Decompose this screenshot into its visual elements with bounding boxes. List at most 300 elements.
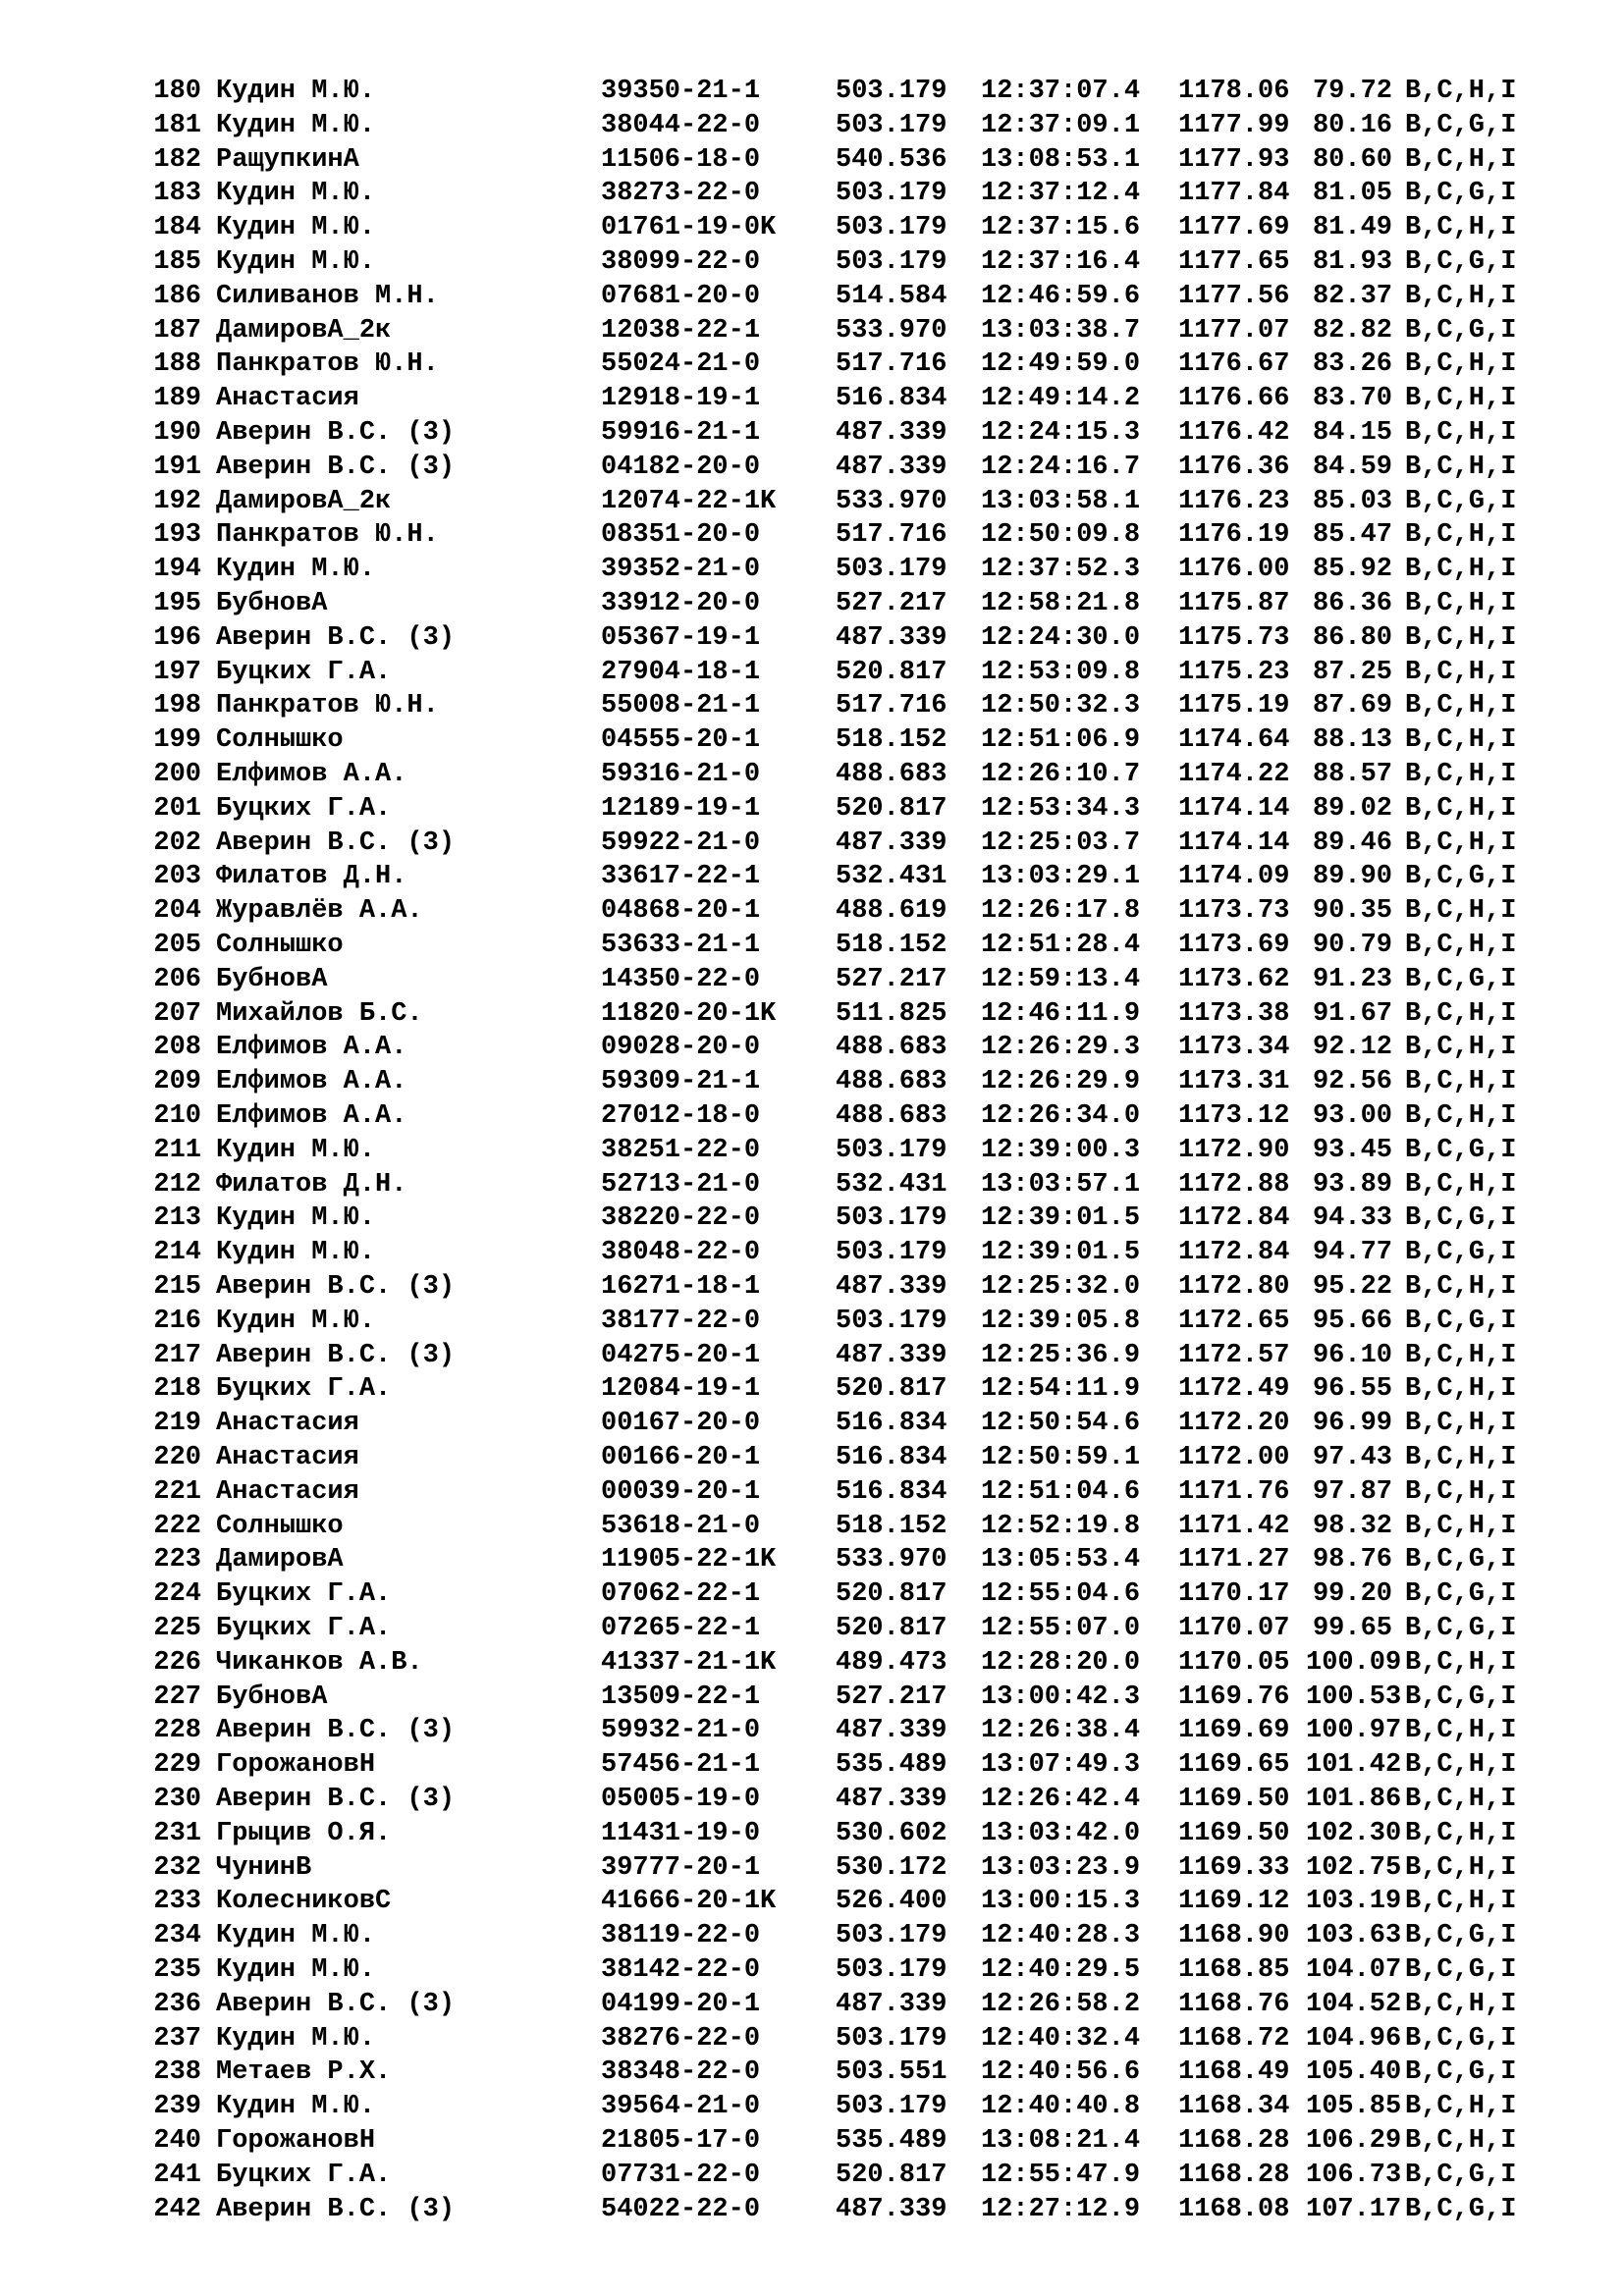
flags: B,C,H,I [1405, 144, 1517, 175]
speed: 1177.93 [1178, 144, 1290, 175]
ring-number: 59916-21-1 [601, 418, 761, 448]
place-number: 224 [153, 1579, 201, 1610]
place-number: 196 [153, 622, 201, 653]
distance: 518.152 [836, 931, 947, 960]
points: 102.75 [1306, 1852, 1402, 1883]
fancier-name: Солнышко [216, 931, 344, 960]
speed: 1169.65 [1178, 1750, 1290, 1781]
place-number: 226 [153, 1647, 201, 1678]
points: 105.85 [1306, 2092, 1402, 2122]
flags: B,C,H,I [1405, 657, 1517, 687]
ring-number: 59316-21-0 [601, 760, 761, 789]
fancier-name: Аверин В.С. (3) [216, 1716, 456, 1746]
points: 101.42 [1306, 1750, 1402, 1781]
arrival-time: 12:26:10.7 [981, 760, 1141, 789]
flags: B,C,H,I [1405, 1647, 1517, 1678]
flags: B,C,H,I [1405, 213, 1517, 243]
speed: 1169.69 [1178, 1716, 1290, 1746]
place-number: 215 [153, 1272, 201, 1302]
points: 85.47 [1312, 520, 1392, 551]
fancier-name: Кудин М.Ю. [216, 77, 376, 106]
ring-number: 04275-20-1 [601, 1340, 761, 1370]
fancier-name: Аверин В.С. (3) [216, 1272, 456, 1302]
ring-number: 39564-21-0 [601, 2092, 761, 2122]
flags: B,C,H,I [1405, 1169, 1517, 1200]
flags: B,C,G,I [1405, 1306, 1517, 1336]
flags: B,C,G,I [1405, 1682, 1517, 1712]
place-number: 225 [153, 1614, 201, 1643]
flags: B,C,G,I [1405, 110, 1517, 140]
arrival-time: 12:55:04.6 [981, 1579, 1141, 1610]
distance: 488.683 [836, 1067, 947, 1097]
place-number: 209 [153, 1067, 201, 1097]
flags: B,C,H,I [1405, 77, 1517, 106]
points: 88.57 [1312, 760, 1392, 789]
place-number: 238 [153, 2057, 201, 2088]
place-number: 206 [153, 964, 201, 994]
fancier-name: Кудин М.Ю. [216, 2092, 376, 2122]
place-number: 222 [153, 1511, 201, 1541]
ring-number: 54022-22-0 [601, 2194, 761, 2224]
flags: B,C,H,I [1405, 622, 1517, 653]
points: 93.89 [1312, 1169, 1392, 1200]
ring-number: 12189-19-1 [601, 793, 761, 824]
speed: 1177.99 [1178, 110, 1290, 140]
distance: 488.619 [836, 896, 947, 927]
ring-number: 38348-22-0 [601, 2057, 761, 2088]
distance: 503.179 [836, 213, 947, 243]
speed: 1168.28 [1178, 2160, 1290, 2190]
distance: 533.970 [836, 486, 947, 516]
flags: B,C,G,I [1405, 486, 1517, 516]
arrival-time: 12:55:07.0 [981, 1614, 1141, 1643]
distance: 516.834 [836, 1443, 947, 1472]
distance: 503.551 [836, 2057, 947, 2088]
distance: 487.339 [836, 1716, 947, 1746]
place-number: 199 [153, 725, 201, 756]
points: 88.13 [1312, 725, 1392, 756]
place-number: 191 [153, 452, 201, 482]
fancier-name: Елфимов А.А. [216, 1033, 407, 1063]
flags: B,C,H,I [1405, 520, 1517, 551]
ring-number: 14350-22-0 [601, 964, 761, 994]
arrival-time: 12:25:32.0 [981, 1272, 1141, 1302]
place-number: 187 [153, 315, 201, 346]
points: 104.52 [1306, 1989, 1402, 2019]
flags: B,C,H,I [1405, 1374, 1517, 1405]
ring-number: 38273-22-0 [601, 179, 761, 209]
arrival-time: 13:08:21.4 [981, 2126, 1141, 2156]
place-number: 203 [153, 862, 201, 892]
speed: 1178.06 [1178, 77, 1290, 106]
distance: 516.834 [836, 384, 947, 414]
points: 99.20 [1312, 1579, 1392, 1610]
speed: 1169.12 [1178, 1887, 1290, 1917]
distance: 487.339 [836, 1340, 947, 1370]
distance: 527.217 [836, 1682, 947, 1712]
points: 90.35 [1312, 896, 1392, 927]
place-number: 239 [153, 2092, 201, 2122]
points: 102.30 [1306, 1818, 1402, 1848]
arrival-time: 12:37:52.3 [981, 555, 1141, 585]
ring-number: 53618-21-0 [601, 1511, 761, 1541]
points: 92.56 [1312, 1067, 1392, 1097]
arrival-time: 12:24:16.7 [981, 452, 1141, 482]
place-number: 185 [153, 247, 201, 277]
arrival-time: 12:39:00.3 [981, 1135, 1141, 1165]
distance: 520.817 [836, 2160, 947, 2190]
flags: B,C,H,I [1405, 1340, 1517, 1370]
flags: B,C,G,I [1405, 2160, 1517, 2190]
arrival-time: 12:39:01.5 [981, 1238, 1141, 1268]
arrival-time: 12:26:29.3 [981, 1033, 1141, 1063]
flags: B,C,G,I [1405, 862, 1517, 892]
points: 86.36 [1312, 589, 1392, 618]
fancier-name: Солнышко [216, 1511, 344, 1541]
flags: B,C,H,I [1405, 452, 1517, 482]
place-number: 197 [153, 657, 201, 687]
place-number: 237 [153, 2023, 201, 2054]
speed: 1172.84 [1178, 1203, 1290, 1234]
distance: 530.172 [836, 1852, 947, 1883]
flags: B,C,H,I [1405, 691, 1517, 721]
speed: 1168.08 [1178, 2194, 1290, 2224]
place-number: 229 [153, 1750, 201, 1781]
ring-number: 38119-22-0 [601, 1921, 761, 1951]
points: 96.55 [1312, 1374, 1392, 1405]
points: 104.07 [1306, 1955, 1402, 1985]
fancier-name: Кудин М.Ю. [216, 1955, 376, 1985]
points: 97.87 [1312, 1476, 1392, 1507]
speed: 1172.90 [1178, 1135, 1290, 1165]
flags: B,C,H,I [1405, 349, 1517, 380]
distance: 518.152 [836, 1511, 947, 1541]
fancier-name: ГорожановН [216, 1750, 376, 1781]
distance: 503.179 [836, 2023, 947, 2054]
flags: B,C,H,I [1405, 384, 1517, 414]
points: 95.66 [1312, 1306, 1392, 1336]
arrival-time: 13:03:58.1 [981, 486, 1141, 516]
place-number: 227 [153, 1682, 201, 1712]
fancier-name: Аверин В.С. (3) [216, 452, 456, 482]
points: 86.80 [1312, 622, 1392, 653]
distance: 487.339 [836, 2194, 947, 2224]
flags: B,C,G,I [1405, 964, 1517, 994]
points: 107.17 [1306, 2194, 1402, 2224]
ring-number: 00167-20-0 [601, 1409, 761, 1439]
fancier-name: Анастасия [216, 1476, 359, 1507]
fancier-name: Анастасия [216, 1409, 359, 1439]
ring-number: 38177-22-0 [601, 1306, 761, 1336]
arrival-time: 12:26:29.9 [981, 1067, 1141, 1097]
place-number: 232 [153, 1852, 201, 1883]
ring-number: 11506-18-0 [601, 144, 761, 175]
points: 85.92 [1312, 555, 1392, 585]
flags: B,C,G,I [1405, 1614, 1517, 1643]
speed: 1173.73 [1178, 896, 1290, 927]
ring-number: 07062-22-1 [601, 1579, 761, 1610]
points: 80.16 [1312, 110, 1392, 140]
place-number: 207 [153, 998, 201, 1029]
speed: 1174.64 [1178, 725, 1290, 756]
place-number: 213 [153, 1203, 201, 1234]
place-number: 214 [153, 1238, 201, 1268]
distance: 487.339 [836, 452, 947, 482]
distance: 503.179 [836, 77, 947, 106]
place-number: 228 [153, 1716, 201, 1746]
fancier-name: Елфимов А.А. [216, 1067, 407, 1097]
fancier-name: Панкратов Ю.Н. [216, 691, 439, 721]
speed: 1170.17 [1178, 1579, 1290, 1610]
ring-number: 00166-20-1 [601, 1443, 761, 1472]
fancier-name: Силиванов М.Н. [216, 281, 439, 311]
distance: 503.179 [836, 247, 947, 277]
ring-number: 11431-19-0 [601, 1818, 761, 1848]
arrival-time: 12:49:59.0 [981, 349, 1141, 380]
points: 94.33 [1312, 1203, 1392, 1234]
speed: 1176.66 [1178, 384, 1290, 414]
distance: 487.339 [836, 1272, 947, 1302]
arrival-time: 13:03:23.9 [981, 1852, 1141, 1883]
fancier-name: ЧунинВ [216, 1852, 312, 1883]
flags: B,C,G,I [1405, 1955, 1517, 1985]
distance: 488.683 [836, 760, 947, 789]
arrival-time: 12:26:17.8 [981, 896, 1141, 927]
fancier-name: Филатов Д.Н. [216, 862, 407, 892]
speed: 1177.84 [1178, 179, 1290, 209]
points: 92.12 [1312, 1033, 1392, 1063]
flags: B,C,G,I [1405, 1238, 1517, 1268]
arrival-time: 12:28:20.0 [981, 1647, 1141, 1678]
points: 96.10 [1312, 1340, 1392, 1370]
ring-number: 53633-21-1 [601, 931, 761, 960]
flags: B,C,H,I [1405, 1409, 1517, 1439]
speed: 1175.73 [1178, 622, 1290, 653]
ring-number: 04182-20-0 [601, 452, 761, 482]
fancier-name: Аверин В.С. (3) [216, 1989, 456, 2019]
fancier-name: Кудин М.Ю. [216, 179, 376, 209]
points: 79.72 [1312, 77, 1392, 106]
distance: 503.179 [836, 1955, 947, 1985]
arrival-time: 12:51:28.4 [981, 931, 1141, 960]
arrival-time: 13:03:57.1 [981, 1169, 1141, 1200]
arrival-time: 12:51:04.6 [981, 1476, 1141, 1507]
points: 84.59 [1312, 452, 1392, 482]
distance: 503.179 [836, 110, 947, 140]
speed: 1176.23 [1178, 486, 1290, 516]
fancier-name: Кудин М.Ю. [216, 247, 376, 277]
ring-number: 41337-21-1K [601, 1647, 777, 1678]
ring-number: 59309-21-1 [601, 1067, 761, 1097]
speed: 1172.00 [1178, 1443, 1290, 1472]
speed: 1173.62 [1178, 964, 1290, 994]
fancier-name: Михайлов Б.С. [216, 998, 423, 1029]
fancier-name: Буцких Г.А. [216, 657, 392, 687]
arrival-time: 12:59:13.4 [981, 964, 1141, 994]
speed: 1173.69 [1178, 931, 1290, 960]
ring-number: 38251-22-0 [601, 1135, 761, 1165]
speed: 1171.76 [1178, 1476, 1290, 1507]
speed: 1177.65 [1178, 247, 1290, 277]
speed: 1172.80 [1178, 1272, 1290, 1302]
points: 103.19 [1306, 1887, 1402, 1917]
fancier-name: Буцких Г.А. [216, 1579, 392, 1610]
speed: 1172.65 [1178, 1306, 1290, 1336]
speed: 1168.76 [1178, 1989, 1290, 2019]
place-number: 183 [153, 179, 201, 209]
arrival-time: 13:05:53.4 [981, 1545, 1141, 1575]
place-number: 236 [153, 1989, 201, 2019]
flags: B,C,H,I [1405, 1511, 1517, 1541]
arrival-time: 12:26:58.2 [981, 1989, 1141, 2019]
distance: 503.179 [836, 1306, 947, 1336]
arrival-time: 13:00:42.3 [981, 1682, 1141, 1712]
ring-number: 05005-19-0 [601, 1785, 761, 1814]
place-number: 186 [153, 281, 201, 311]
arrival-time: 12:37:09.1 [981, 110, 1141, 140]
place-number: 204 [153, 896, 201, 927]
fancier-name: Аверин В.С. (3) [216, 418, 456, 448]
ring-number: 59922-21-0 [601, 828, 761, 858]
fancier-name: Буцких Г.А. [216, 1374, 392, 1405]
arrival-time: 12:24:15.3 [981, 418, 1141, 448]
speed: 1177.56 [1178, 281, 1290, 311]
distance: 503.179 [836, 1921, 947, 1951]
fancier-name: Метаев Р.Х. [216, 2057, 392, 2088]
points: 82.37 [1312, 281, 1392, 311]
speed: 1168.28 [1178, 2126, 1290, 2156]
ring-number: 12074-22-1K [601, 486, 777, 516]
fancier-name: Кудин М.Ю. [216, 213, 376, 243]
arrival-time: 12:24:30.0 [981, 622, 1141, 653]
place-number: 205 [153, 931, 201, 960]
place-number: 210 [153, 1101, 201, 1131]
ring-number: 52713-21-0 [601, 1169, 761, 1200]
ring-number: 38142-22-0 [601, 1955, 761, 1985]
place-number: 211 [153, 1135, 201, 1165]
arrival-time: 12:40:29.5 [981, 1955, 1141, 1985]
ring-number: 12918-19-1 [601, 384, 761, 414]
fancier-name: Елфимов А.А. [216, 760, 407, 789]
flags: B,C,H,I [1405, 418, 1517, 448]
arrival-time: 13:03:29.1 [981, 862, 1141, 892]
points: 98.76 [1312, 1545, 1392, 1575]
arrival-time: 12:25:36.9 [981, 1340, 1141, 1370]
points: 87.69 [1312, 691, 1392, 721]
fancier-name: Кудин М.Ю. [216, 555, 376, 585]
points: 81.93 [1312, 247, 1392, 277]
ring-number: 13509-22-1 [601, 1682, 761, 1712]
arrival-time: 12:53:34.3 [981, 793, 1141, 824]
place-number: 233 [153, 1887, 201, 1917]
flags: B,C,G,I [1405, 2194, 1517, 2224]
fancier-name: БубновА [216, 964, 328, 994]
flags: B,C,H,I [1405, 1067, 1517, 1097]
place-number: 241 [153, 2160, 201, 2190]
points: 103.63 [1306, 1921, 1402, 1951]
speed: 1169.33 [1178, 1852, 1290, 1883]
place-number: 198 [153, 691, 201, 721]
arrival-time: 12:40:32.4 [981, 2023, 1141, 2054]
place-number: 219 [153, 1409, 201, 1439]
flags: B,C,H,I [1405, 931, 1517, 960]
place-number: 202 [153, 828, 201, 858]
points: 99.65 [1312, 1614, 1392, 1643]
distance: 503.179 [836, 179, 947, 209]
place-number: 180 [153, 77, 201, 106]
distance: 503.179 [836, 1203, 947, 1234]
distance: 514.584 [836, 281, 947, 311]
distance: 527.217 [836, 589, 947, 618]
points: 106.73 [1306, 2160, 1402, 2190]
distance: 487.339 [836, 418, 947, 448]
points: 83.70 [1312, 384, 1392, 414]
fancier-name: Панкратов Ю.Н. [216, 520, 439, 551]
ring-number: 59932-21-0 [601, 1716, 761, 1746]
ring-number: 38099-22-0 [601, 247, 761, 277]
points: 98.32 [1312, 1511, 1392, 1541]
points: 89.90 [1312, 862, 1392, 892]
speed: 1174.14 [1178, 828, 1290, 858]
distance: 520.817 [836, 793, 947, 824]
ring-number: 11905-22-1K [601, 1545, 777, 1575]
distance: 517.716 [836, 520, 947, 551]
speed: 1176.36 [1178, 452, 1290, 482]
ring-number: 33617-22-1 [601, 862, 761, 892]
speed: 1175.23 [1178, 657, 1290, 687]
place-number: 201 [153, 793, 201, 824]
distance: 487.339 [836, 1989, 947, 2019]
speed: 1168.72 [1178, 2023, 1290, 2054]
ring-number: 21805-17-0 [601, 2126, 761, 2156]
place-number: 223 [153, 1545, 201, 1575]
ring-number: 27012-18-0 [601, 1101, 761, 1131]
distance: 532.431 [836, 1169, 947, 1200]
fancier-name: Аверин В.С. (3) [216, 2194, 456, 2224]
speed: 1171.42 [1178, 1511, 1290, 1541]
flags: B,C,H,I [1405, 998, 1517, 1029]
arrival-time: 12:51:06.9 [981, 725, 1141, 756]
place-number: 190 [153, 418, 201, 448]
flags: B,C,H,I [1405, 725, 1517, 756]
flags: B,C,H,I [1405, 793, 1517, 824]
points: 85.03 [1312, 486, 1392, 516]
distance: 526.400 [836, 1887, 947, 1917]
arrival-time: 12:50:59.1 [981, 1443, 1141, 1472]
speed: 1172.20 [1178, 1409, 1290, 1439]
flags: B,C,H,I [1405, 1852, 1517, 1883]
speed: 1172.84 [1178, 1238, 1290, 1268]
flags: B,C,G,I [1405, 1579, 1517, 1610]
points: 91.23 [1312, 964, 1392, 994]
speed: 1169.50 [1178, 1818, 1290, 1848]
ring-number: 12084-19-1 [601, 1374, 761, 1405]
place-number: 220 [153, 1443, 201, 1472]
fancier-name: Филатов Д.Н. [216, 1169, 407, 1200]
ring-number: 04868-20-1 [601, 896, 761, 927]
ring-number: 00039-20-1 [601, 1476, 761, 1507]
flags: B,C,H,I [1405, 281, 1517, 311]
fancier-name: ДамировА [216, 1545, 344, 1575]
place-number: 221 [153, 1476, 201, 1507]
speed: 1172.57 [1178, 1340, 1290, 1370]
flags: B,C,G,I [1405, 315, 1517, 346]
fancier-name: Аверин В.С. (3) [216, 1340, 456, 1370]
flags: B,C,G,I [1405, 1921, 1517, 1951]
speed: 1170.05 [1178, 1647, 1290, 1678]
flags: B,C,H,I [1405, 2092, 1517, 2122]
fancier-name: Аверин В.С. (3) [216, 1785, 456, 1814]
